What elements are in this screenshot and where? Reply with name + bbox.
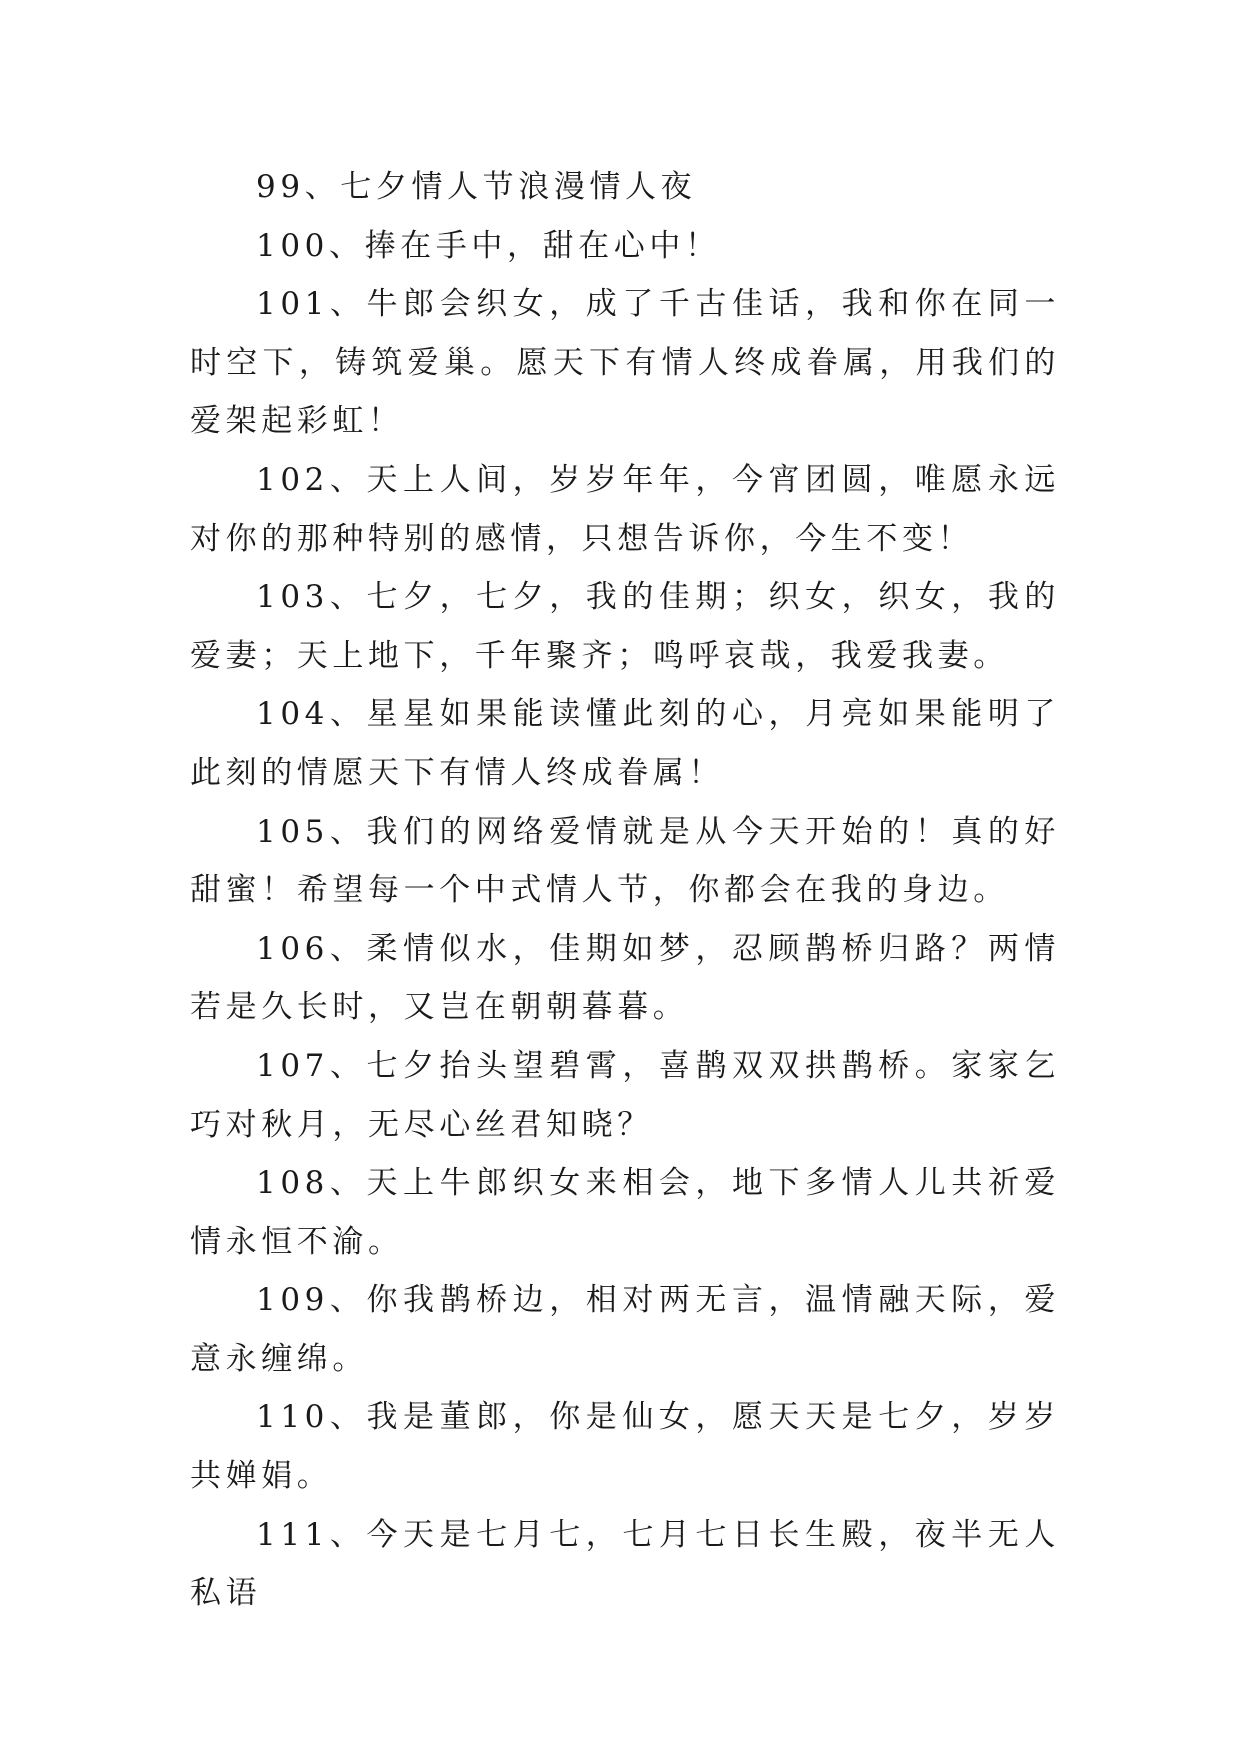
paragraph-100: 100、捧在手中，甜在心中！ <box>256 227 721 264</box>
paragraph-105: 105、我们的网络爱情就是从今天开始的！真的好甜蜜！希望每一个中式情人节，你都会在我的身边。 <box>190 813 1060 909</box>
paragraph-103: 103、七夕，七夕，我的佳期；织女，织女，我的爱妻；天上地下，千年聚齐；鸣呼哀哉，我爱我妻。 <box>190 579 1060 674</box>
paragraph-107: 107、七夕抬头望碧霄，喜鹊双双拱鹊桥。家家乞巧对秋月，无尽心丝君知晓？ <box>190 1047 1060 1143</box>
paragraph-104: 104、星星如果能读懂此刻的心，月亮如果能明了此刻的情愿天下有情人终成眷属！ <box>190 696 1060 791</box>
paragraph-110: 110、我是董郎，你是仙女，愿天天是七夕，岁岁共婵娟。 <box>190 1399 1060 1495</box>
paragraph-101: 101、牛郎会织女，成了千古佳话，我和你在同一时空下，铸筑爱巢。愿天下有情人终成眷属，用我们的爱架起彩虹！ <box>190 286 1060 440</box>
paragraph-111: 111、今天是七月七，七月七日长生殿，夜半无人私语 <box>190 1516 1060 1612</box>
body-text <box>190 158 1060 1623</box>
paragraph-109: 109、你我鹊桥边，相对两无言，温情融天际，爱意永缠绵。 <box>190 1282 1060 1377</box>
paragraph-102: 102、天上人间，岁岁年年，今宵团圆，唯愿永远对你的那种特别的感情，只想告诉你，今生不变！ <box>190 461 1060 557</box>
paragraph-108: 108、天上牛郎织女来相会，地下多情人儿共祈爱情永恒不渝。 <box>190 1165 1060 1260</box>
paragraph-106: 106、柔情似水，佳期如梦，忍顾鹊桥归路？两情若是久长时，又岂在朝朝暮暮。 <box>190 930 1060 1026</box>
paragraph-99: 99、七夕情人节浪漫情人夜 <box>256 169 697 205</box>
